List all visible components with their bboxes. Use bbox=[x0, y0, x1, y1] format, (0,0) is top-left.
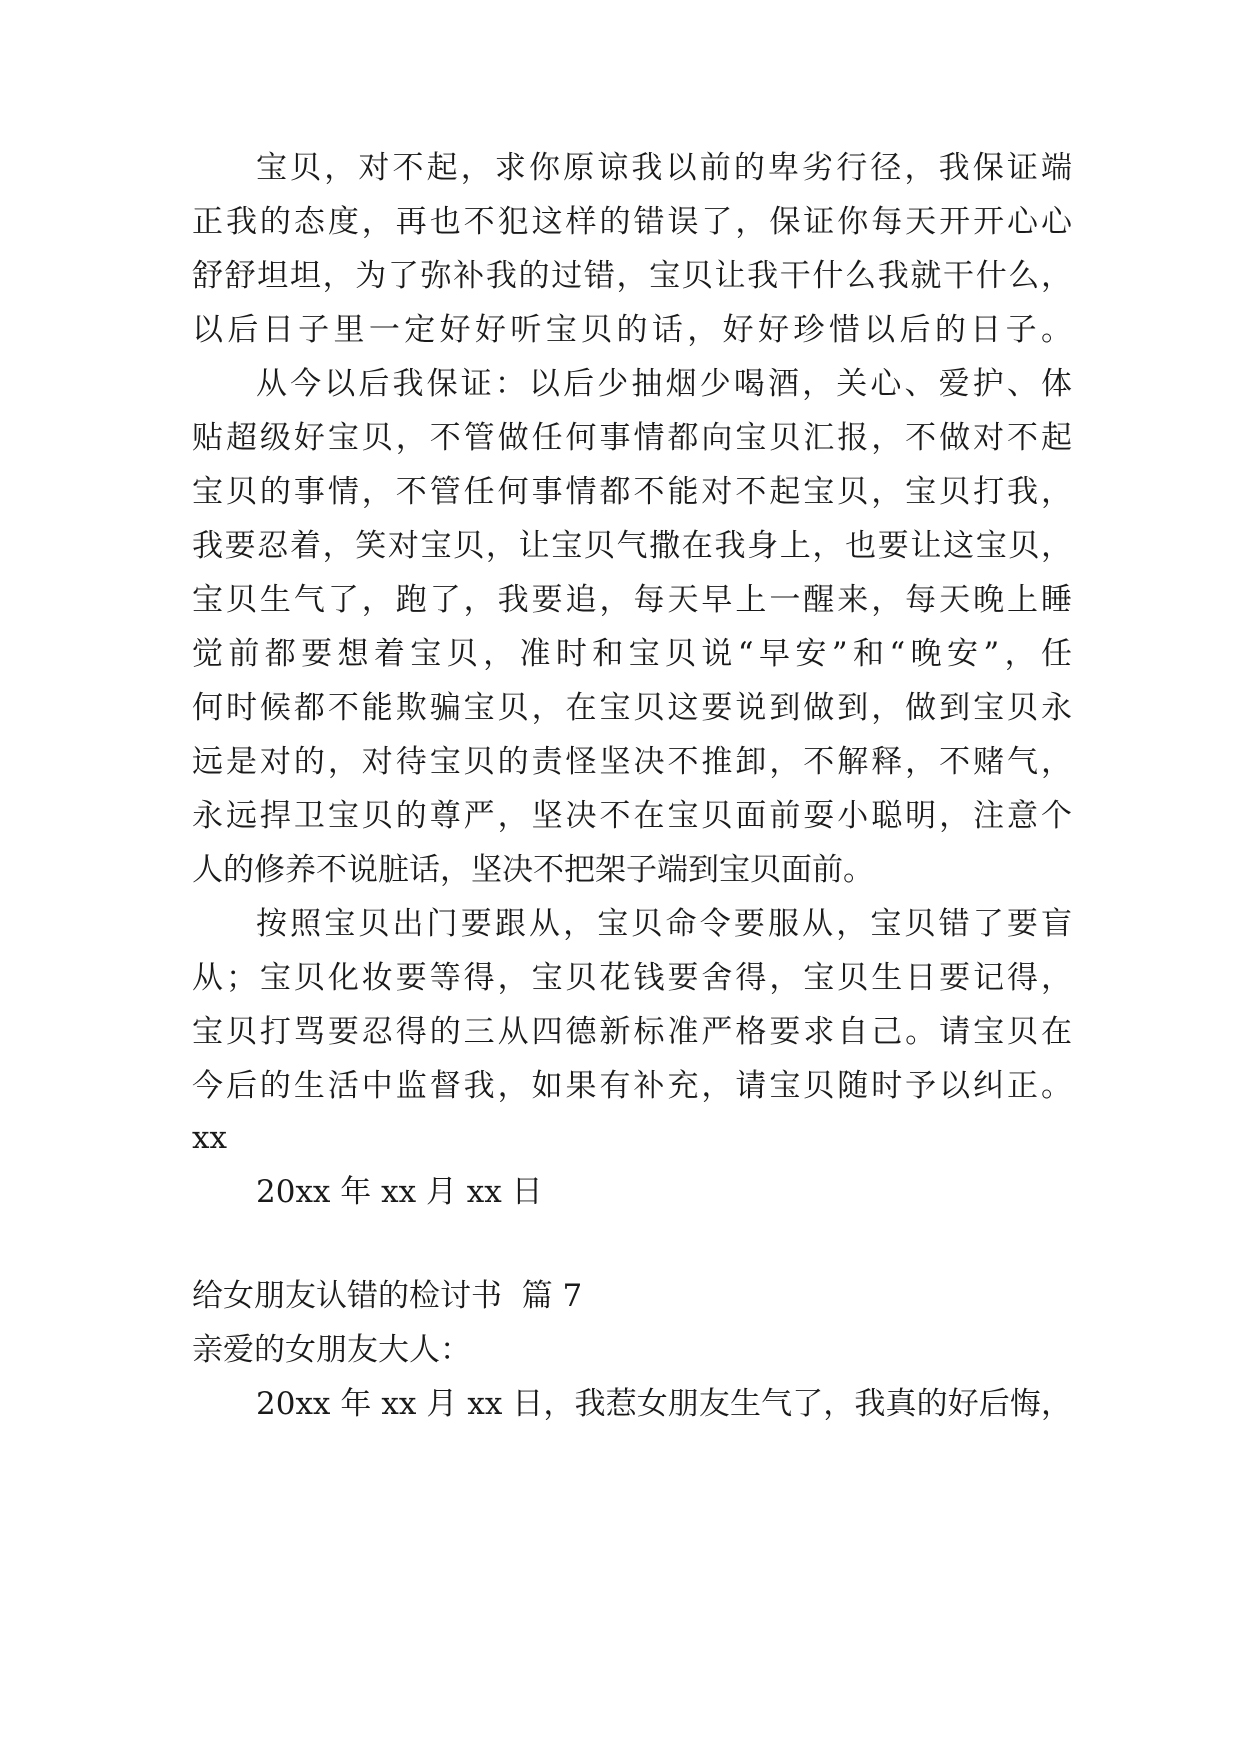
paragraph-1-line-3: 舒舒坦坦，为了弥补我的过错，宝贝让我干什么我就干什么， bbox=[192, 258, 1072, 294]
date-line: 20xx 年 xx 月 xx 日 bbox=[256, 1174, 543, 1210]
paragraph-2-line-2: 贴超级好宝贝，不管做任何事情都向宝贝汇报，不做对不起 bbox=[192, 420, 1072, 456]
paragraph-3-line-1: 按照宝贝出门要跟从，宝贝命令要服从，宝贝错了要盲 bbox=[256, 906, 1072, 942]
paragraph-2-line-4: 我要忍着，笑对宝贝，让宝贝气撒在我身上，也要让这宝贝， bbox=[192, 528, 1072, 564]
paragraph-1-line-4: 以后日子里一定好好听宝贝的话，好好珍惜以后的日子。 bbox=[192, 312, 1072, 348]
paragraph-3-line-4: 今后的生活中监督我，如果有补充，请宝贝随时予以纠正。 bbox=[192, 1068, 1072, 1104]
paragraph-2-line-1: 从今以后我保证：以后少抽烟少喝酒，关心、爱护、体 bbox=[256, 366, 1072, 402]
signature: xx bbox=[192, 1120, 227, 1156]
paragraph-3-line-2: 从；宝贝化妆要等得，宝贝花钱要舍得，宝贝生日要记得， bbox=[192, 960, 1072, 996]
paragraph-1-line-1: 宝贝，对不起，求你原谅我以前的卑劣行径，我保证端 bbox=[256, 150, 1072, 186]
paragraph-2-line-10: 人的修养不说脏话，坚决不把架子端到宝贝面前。 bbox=[192, 852, 874, 888]
paragraph-2-line-6: 觉前都要想着宝贝，准时和宝贝说“早安”和“晚安”，任 bbox=[192, 636, 1072, 672]
paragraph-1-line-2: 正我的态度，再也不犯这样的错误了，保证你每天开开心心 bbox=[192, 204, 1072, 240]
paragraph-2-line-8: 远是对的，对待宝贝的责怪坚决不推卸，不解释，不赌气， bbox=[192, 744, 1072, 780]
section-title: 给女朋友认错的检讨书 篇 7 bbox=[192, 1278, 583, 1314]
paragraph-3-line-3: 宝贝打骂要忍得的三从四德新标准严格要求自己。请宝贝在 bbox=[192, 1014, 1072, 1050]
salutation: 亲爱的女朋友大人： bbox=[192, 1332, 471, 1368]
paragraph-2-line-7: 何时候都不能欺骗宝贝，在宝贝这要说到做到，做到宝贝永 bbox=[192, 690, 1072, 726]
paragraph-2-line-9: 永远捍卫宝贝的尊严，坚决不在宝贝面前耍小聪明，注意个 bbox=[192, 798, 1072, 834]
paragraph-2-line-3: 宝贝的事情，不管任何事情都不能对不起宝贝，宝贝打我， bbox=[192, 474, 1072, 510]
next-paragraph-line-1: 20xx 年 xx 月 xx 日，我惹女朋友生气了，我真的好后悔， bbox=[256, 1386, 1072, 1422]
paragraph-2-line-5: 宝贝生气了，跑了，我要追，每天早上一醒来，每天晚上睡 bbox=[192, 582, 1072, 618]
